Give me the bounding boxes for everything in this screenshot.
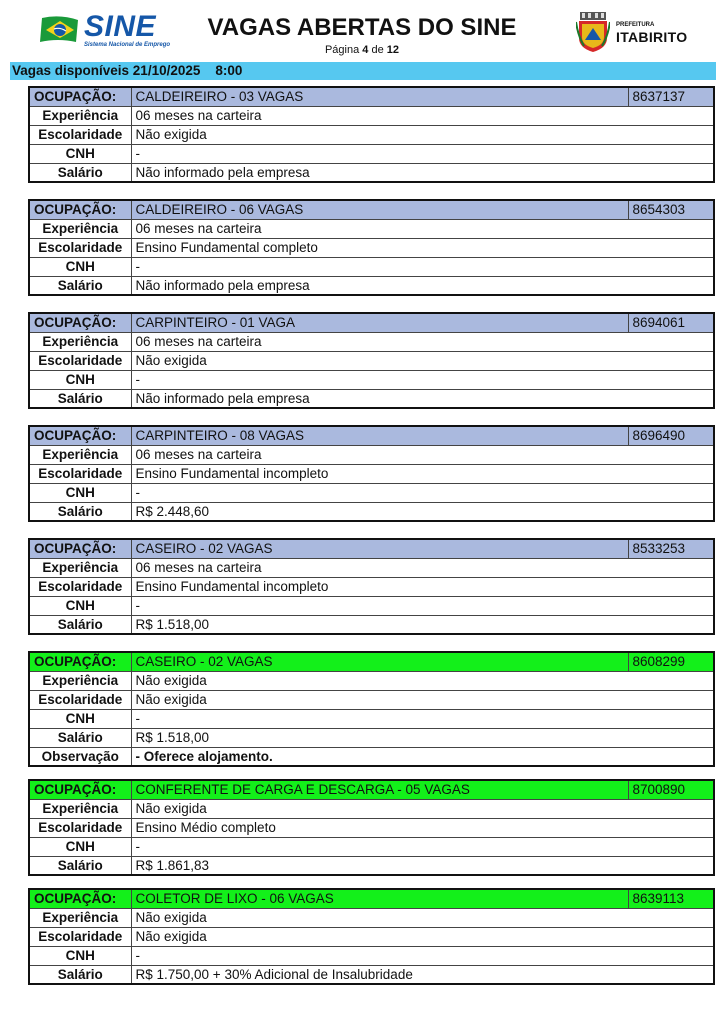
job-header-row <box>29 87 714 106</box>
ocupacao-label: OCUPAÇÃO: <box>29 87 131 106</box>
job-row-experiencia <box>29 445 714 464</box>
cnh-value: - <box>131 709 714 728</box>
page-header <box>0 0 724 62</box>
ocupacao-value: CASEIRO - 02 VAGAS <box>131 539 628 558</box>
job-row-escolaridade <box>29 351 714 370</box>
job-row-escolaridade <box>29 125 714 144</box>
job-id: 8533253 <box>628 539 714 558</box>
experiencia-label: Experiência <box>29 908 131 927</box>
job-row-salario <box>29 965 714 984</box>
job-row-cnh <box>29 370 714 389</box>
page-total: 12 <box>386 44 400 56</box>
ocupacao-value: CONFERENTE DE CARGA E DESCARGA - 05 VAGAS <box>131 780 628 799</box>
ocupacao-label: OCUPAÇÃO: <box>29 426 131 445</box>
cnh-label: CNH <box>29 709 131 728</box>
job-header-row <box>29 313 714 332</box>
cnh-value: - <box>131 483 714 502</box>
escolaridade-value: Não exigida <box>131 351 714 370</box>
experiencia-value: 06 meses na carteira <box>131 558 714 577</box>
ocupacao-value: CASEIRO - 02 VAGAS <box>131 652 628 671</box>
salario-value: Não informado pela empresa <box>131 389 714 408</box>
date-bar: Vagas disponíveis 21/10/2025 8:00 <box>10 62 716 80</box>
salario-value: R$ 1.861,83 <box>131 856 714 875</box>
ocupacao-label: OCUPAÇÃO: <box>29 539 131 558</box>
experiencia-label: Experiência <box>29 219 131 238</box>
salario-label: Salário <box>29 856 131 875</box>
job-row-cnh <box>29 144 714 163</box>
job-row-escolaridade <box>29 690 714 709</box>
experiencia-value: Não exigida <box>131 671 714 690</box>
experiencia-value: 06 meses na carteira <box>131 445 714 464</box>
escolaridade-value: Ensino Fundamental incompleto <box>131 464 714 483</box>
job-card <box>28 199 715 296</box>
job-row-escolaridade <box>29 818 714 837</box>
escolaridade-label: Escolaridade <box>29 818 131 837</box>
job-row-observacao <box>29 747 714 766</box>
city-name: ITABIRITO <box>616 29 688 45</box>
experiencia-label: Experiência <box>29 445 131 464</box>
escolaridade-label: Escolaridade <box>29 351 131 370</box>
escolaridade-value: Não exigida <box>131 927 714 946</box>
page-of: de <box>371 44 384 56</box>
job-id: 8694061 <box>628 313 714 332</box>
salario-label: Salário <box>29 389 131 408</box>
job-card <box>28 779 715 876</box>
salario-value: R$ 2.448,60 <box>131 502 714 521</box>
job-card <box>28 888 715 985</box>
escolaridade-label: Escolaridade <box>29 238 131 257</box>
experiencia-label: Experiência <box>29 799 131 818</box>
ocupacao-label: OCUPAÇÃO: <box>29 780 131 799</box>
ocupacao-label: OCUPAÇÃO: <box>29 200 131 219</box>
job-card <box>28 651 715 767</box>
job-row-cnh <box>29 709 714 728</box>
experiencia-label: Experiência <box>29 558 131 577</box>
salario-value: R$ 1.518,00 <box>131 615 714 634</box>
ocupacao-value: CALDEIREIRO - 06 VAGAS <box>131 200 628 219</box>
salario-value: Não informado pela empresa <box>131 163 714 182</box>
job-row-salario <box>29 276 714 295</box>
sine-logo-subtitle: Sistema Nacional de Emprego <box>84 42 171 48</box>
cnh-label: CNH <box>29 946 131 965</box>
cnh-value: - <box>131 596 714 615</box>
ocupacao-label: OCUPAÇÃO: <box>29 313 131 332</box>
job-row-escolaridade <box>29 238 714 257</box>
job-header-row <box>29 426 714 445</box>
experiencia-value: 06 meses na carteira <box>131 332 714 351</box>
sine-logo-text: SINE <box>84 10 157 43</box>
job-row-cnh <box>29 837 714 856</box>
experiencia-value: 06 meses na carteira <box>131 219 714 238</box>
salario-label: Salário <box>29 965 131 984</box>
salario-label: Salário <box>29 502 131 521</box>
experiencia-label: Experiência <box>29 106 131 125</box>
salario-label: Salário <box>29 728 131 747</box>
job-row-cnh <box>29 257 714 276</box>
job-id: 8654303 <box>628 200 714 219</box>
ocupacao-value: CARPINTEIRO - 01 VAGA <box>131 313 628 332</box>
ocupacao-value: CALDEIREIRO - 03 VAGAS <box>131 87 628 106</box>
salario-value: R$ 1.518,00 <box>131 728 714 747</box>
experiencia-value: Não exigida <box>131 908 714 927</box>
page-prefix: Página <box>324 44 360 56</box>
job-card <box>28 425 715 522</box>
job-row-salario <box>29 502 714 521</box>
job-header-row <box>29 200 714 219</box>
cnh-label: CNH <box>29 257 131 276</box>
job-header-row <box>29 780 714 799</box>
job-id: 8700890 <box>628 780 714 799</box>
escolaridade-value: Não exigida <box>131 690 714 709</box>
job-row-experiencia <box>29 799 714 818</box>
escolaridade-label: Escolaridade <box>29 927 131 946</box>
job-row-experiencia <box>29 332 714 351</box>
escolaridade-label: Escolaridade <box>29 125 131 144</box>
escolaridade-value: Ensino Médio completo <box>131 818 714 837</box>
job-row-experiencia <box>29 908 714 927</box>
cnh-label: CNH <box>29 483 131 502</box>
cnh-value: - <box>131 837 714 856</box>
salario-value: Não informado pela empresa <box>131 276 714 295</box>
observacao-value: - Oferece alojamento. <box>131 747 714 766</box>
salario-label: Salário <box>29 276 131 295</box>
job-row-cnh <box>29 596 714 615</box>
escolaridade-value: Ensino Fundamental completo <box>131 238 714 257</box>
job-id: 8637137 <box>628 87 714 106</box>
experiencia-label: Experiência <box>29 332 131 351</box>
cnh-value: - <box>131 144 714 163</box>
cnh-value: - <box>131 370 714 389</box>
job-row-escolaridade <box>29 577 714 596</box>
job-header-row <box>29 889 714 908</box>
job-header-row <box>29 539 714 558</box>
salario-label: Salário <box>29 163 131 182</box>
job-row-salario <box>29 389 714 408</box>
job-row-salario <box>29 615 714 634</box>
job-row-salario <box>29 163 714 182</box>
ocupacao-label: OCUPAÇÃO: <box>29 889 131 908</box>
cnh-value: - <box>131 946 714 965</box>
job-card <box>28 312 715 409</box>
cnh-label: CNH <box>29 144 131 163</box>
salario-label: Salário <box>29 615 131 634</box>
job-row-escolaridade <box>29 464 714 483</box>
job-row-experiencia <box>29 219 714 238</box>
ocupacao-value: CARPINTEIRO - 08 VAGAS <box>131 426 628 445</box>
experiencia-value: 06 meses na carteira <box>131 106 714 125</box>
escolaridade-label: Escolaridade <box>29 690 131 709</box>
job-row-experiencia <box>29 558 714 577</box>
job-row-cnh <box>29 483 714 502</box>
page-current: 4 <box>362 44 369 56</box>
prefeitura-logo <box>576 12 696 52</box>
experiencia-label: Experiência <box>29 671 131 690</box>
cnh-value: - <box>131 257 714 276</box>
escolaridade-value: Não exigida <box>131 125 714 144</box>
job-id: 8696490 <box>628 426 714 445</box>
prefeitura-label: PREFEITURA <box>616 22 655 28</box>
job-id: 8639113 <box>628 889 714 908</box>
escolaridade-value: Ensino Fundamental incompleto <box>131 577 714 596</box>
job-card <box>28 86 715 183</box>
job-row-experiencia <box>29 106 714 125</box>
city-crest-icon <box>576 12 610 52</box>
cnh-label: CNH <box>29 370 131 389</box>
salario-value: R$ 1.750,00 + 30% Adicional de Insalubridade <box>131 965 714 984</box>
observacao-label: Observação <box>29 747 131 766</box>
job-header-row <box>29 652 714 671</box>
job-row-salario <box>29 728 714 747</box>
job-row-escolaridade <box>29 927 714 946</box>
ocupacao-value: COLETOR DE LIXO - 06 VAGAS <box>131 889 628 908</box>
job-row-salario <box>29 856 714 875</box>
escolaridade-label: Escolaridade <box>29 464 131 483</box>
experiencia-value: Não exigida <box>131 799 714 818</box>
job-card <box>28 538 715 635</box>
cnh-label: CNH <box>29 837 131 856</box>
page-title: VAGAS ABERTAS DO SINE <box>207 14 517 41</box>
job-id: 8608299 <box>628 652 714 671</box>
escolaridade-label: Escolaridade <box>29 577 131 596</box>
ocupacao-label: OCUPAÇÃO: <box>29 652 131 671</box>
cnh-label: CNH <box>29 596 131 615</box>
job-row-experiencia <box>29 671 714 690</box>
job-row-cnh <box>29 946 714 965</box>
